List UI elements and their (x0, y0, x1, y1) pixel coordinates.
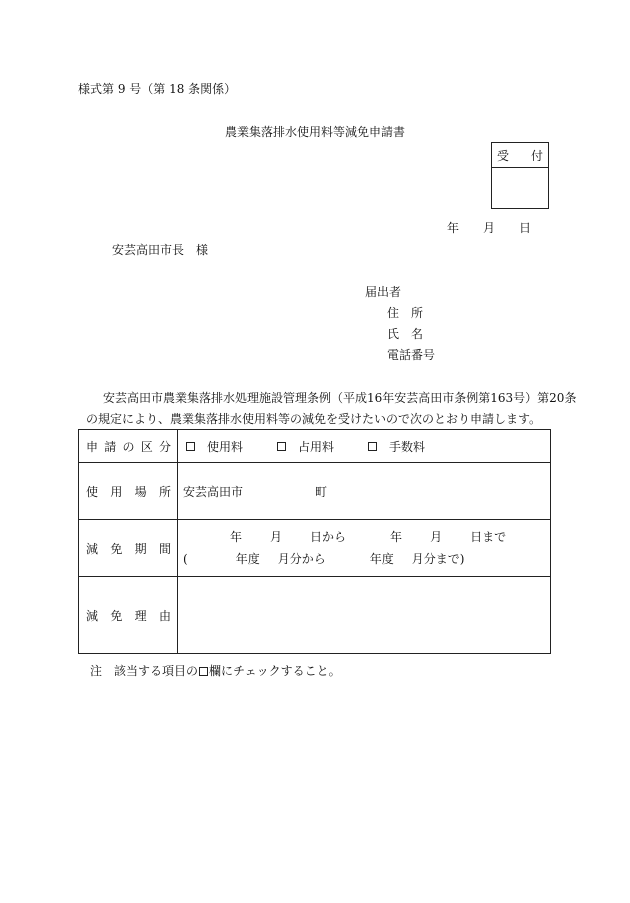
reason-field[interactable] (178, 577, 551, 654)
body-text-line-1: 安芸高田市農業集落排水処理施設管理条例（平成16年安芸高田市条例第163号）第20条 (103, 391, 577, 405)
period-field[interactable] (178, 520, 551, 577)
option-occupancy-fee-label: 占用料 (298, 439, 335, 454)
option-handling-fee[interactable] (368, 438, 425, 455)
receipt-stamp-box (491, 142, 549, 209)
category-label: 申 請 の 区 分 (79, 430, 178, 463)
period-label: 減 免 期 間 (79, 520, 178, 577)
receipt-char-1: 受 (496, 148, 509, 163)
date-month-label: 月 (483, 221, 496, 235)
location-town-suffix: 町 (315, 484, 328, 499)
applicant-label: 届出者 (365, 285, 402, 299)
location-row (79, 463, 551, 520)
address-label: 住 所 (387, 306, 424, 320)
receipt-char-2: 付 (531, 148, 544, 163)
option-usage-fee-label: 使用料 (207, 439, 244, 454)
document-title: 農業集落排水使用料等減免申請書 (225, 125, 406, 139)
location-label: 使 用 場 所 (79, 463, 178, 520)
period-row (79, 520, 551, 577)
addressee: 安芸高田市長 様 (112, 243, 209, 257)
category-options-cell (178, 430, 551, 463)
reason-row (79, 577, 551, 654)
note (90, 665, 341, 677)
note-prefix: 注 該当する項目の (90, 664, 199, 678)
receipt-stamp-area (492, 168, 548, 210)
checkbox-symbol-icon (199, 667, 208, 676)
note-suffix: 欄にチェックすること。 (209, 664, 341, 678)
reason-label: 減 免 理 由 (79, 577, 178, 654)
option-occupancy-fee[interactable] (277, 438, 334, 455)
checkbox-handling-fee[interactable] (368, 442, 377, 451)
period-fiscal-line: ( 年度 月分から 年度 月分まで) (183, 552, 465, 566)
category-row (79, 430, 551, 463)
date-line (447, 222, 531, 234)
location-city: 安芸高田市 (183, 484, 244, 499)
form-number: 様式第 9 号（第 18 条関係） (78, 82, 237, 96)
body-text-line-2: の規定により、農業集落排水使用料等の減免を受けたいので次のとおり申請します。 (86, 412, 542, 426)
checkbox-usage-fee[interactable] (186, 442, 195, 451)
option-handling-fee-label: 手数料 (389, 439, 426, 454)
name-label: 氏 名 (387, 327, 424, 341)
period-dates-line: 年 月 日から 年 月 日まで (230, 530, 507, 544)
location-field[interactable] (178, 463, 551, 520)
receipt-header (492, 143, 548, 168)
application-table (78, 429, 551, 654)
checkbox-occupancy-fee[interactable] (277, 442, 286, 451)
date-day-label: 日 (519, 221, 532, 235)
option-usage-fee[interactable] (186, 438, 243, 455)
date-year-label: 年 (447, 221, 460, 235)
phone-label: 電話番号 (387, 348, 436, 362)
